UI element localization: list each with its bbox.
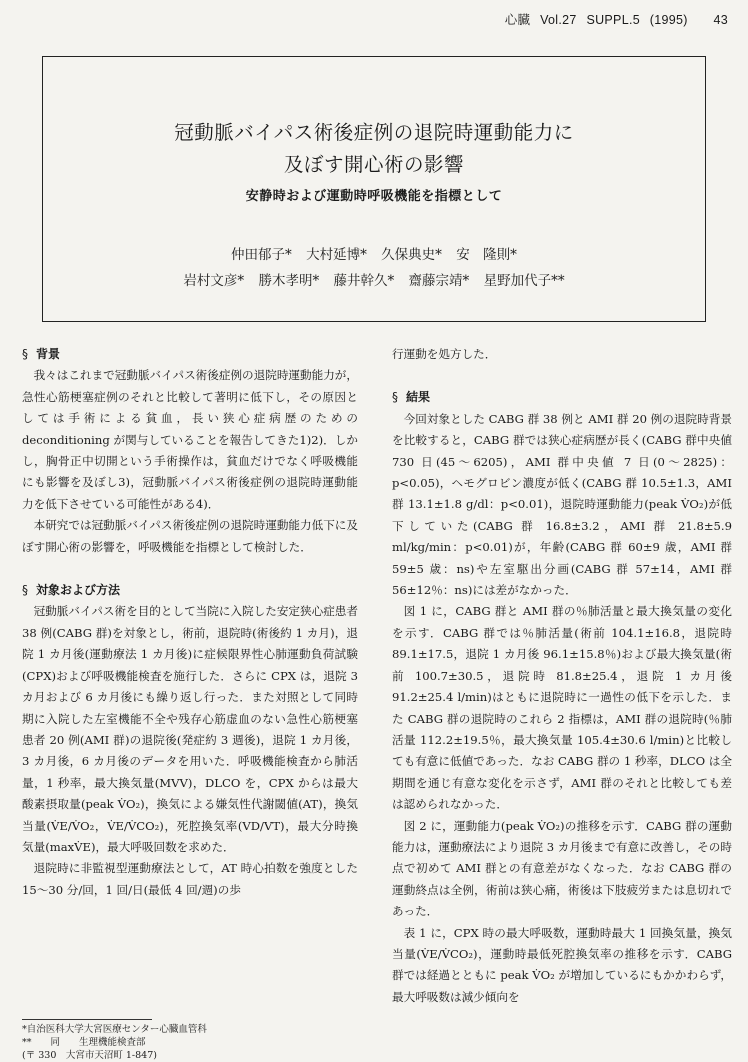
title-line-2: 及ぼす開心術の影響 xyxy=(283,153,464,176)
body-paragraph: 本研究では冠動脈バイパス術後症例の退院時運動能力低下に及ぼす開心術の影響を，呼吸機能を指標として検討した． xyxy=(22,518,358,554)
body-paragraph: 今回対象とした CABG 群 38 例と AMI 群 20 例の退院時背景を比較すると，CABG 群では狭心症病歴が長く(CABG 群中央値 730 日(45〜6205)，AMI 群中央値 7 日(0〜2825)：p<0.05)，ヘモグロビン濃度が低く(CABG 群 10.5±1.3，AMI 群 13.1±1.8 g/dl：p<0.01)，退院時運動能力(peak V̇O₂)が低下していた(CABG 群 16.8±3.2，AMI 群 21.8±5.9 ml/kg/min：p<0.01)が，年齢(CABG 群 60±9 歳，AMI 群 59±5 歳：ns)や左室駆出分画(CABG 群 57±14，AMI 群 56±12％：ns)には差がなかった． xyxy=(392,411,732,598)
section-title: 対象および方法 xyxy=(36,583,121,598)
background-heading xyxy=(22,344,358,365)
section-mark: § xyxy=(22,583,28,598)
section-title: 背景 xyxy=(36,347,61,361)
body-paragraph: 図 1 に，CABG 群と AMI 群の％肺活量と最大換気量の変化を示す．CABG 群では％肺活量(術前 104.1±16.8，退院時 89.1±17.5，退院 1 カ月後 96.1±15.8％)および最大換気量(術前 100.7±30.5，退院時 81.8±25.4，退院 1 カ月後 91.2±25.4 l/min)はともに退院時に一過性の低下を示した．また CABG 群の退院時のこれら 2 指標は，AMI 群の退院時(％肺活量 112.2±19.5％，最大換気量 105.4±30.6 l/min)と比較しても有意に低値であった．なお CABG 群の 1 秒率，DLCO は全期間を通じ有意な変化を示さず，AMI 群のそれと比較しても差は認められなかった． xyxy=(392,604,732,812)
author: 仲田郁子* xyxy=(231,247,292,263)
title-box xyxy=(42,56,706,322)
body-paragraph: 表 1 に，CPX 時の最大呼吸数，運動時最大 1 回換気量，換気当量(V̇E/V̇CO₂)，運動時最低死腔換気率の推移を示す．CABG 群では経過とともに peak V̇O₂ が増加しているにもかかわらず，最大呼吸数は減少傾向を xyxy=(392,925,732,1004)
running-header xyxy=(499,10,728,28)
author-row-2 xyxy=(43,268,705,294)
body-paragraph: 我々はこれまで冠動脈バイパス術後症例の退院時運動能力が，急性心筋梗塞症例のそれと比較して著明に低下し，その原因としては手術による貧血，長い狭心症病歴のための deconditioning が関与していることを報告してきた1)2)．しかし，胸骨正中切開という手術操作は，貧血だけでなく呼吸機能にも影響を及ぼし3)，冠動脈バイパス術後症例の退院時運動能力を低下させている可能性がある4)． xyxy=(22,368,358,511)
journal-supplement: SUPPL.5 xyxy=(586,13,640,27)
author-row-1 xyxy=(43,242,705,268)
author: 岩村文彦* xyxy=(183,273,245,289)
title-line-1: 冠動脈バイパス術後症例の退院時運動能力に xyxy=(174,121,574,144)
author: 久保典史* xyxy=(381,247,442,263)
author: 勝木孝明* xyxy=(258,273,320,289)
author-list xyxy=(43,242,705,294)
author: 齋藤宗靖* xyxy=(408,273,470,289)
author: 安 隆則* xyxy=(456,247,517,263)
subtitle: 安静時および運動時呼吸機能を指標として xyxy=(245,189,503,204)
journal-name: 心臓 xyxy=(504,13,531,27)
affiliation-footnote: *自治医科大学大宮医療センター心臓血管科 xyxy=(22,1024,207,1035)
author: 大村延博* xyxy=(306,247,367,263)
right-column xyxy=(392,344,732,1056)
journal-volume: Vol.27 xyxy=(540,13,577,27)
journal-year: (1995) xyxy=(649,13,688,27)
continued-paragraph: 行運動を処方した． xyxy=(392,347,497,361)
left-column xyxy=(22,344,358,984)
body-paragraph: 退院時に非監視型運動療法として，AT 時心拍数を強度とした 15〜30 分/回，1 回/日(最低 4 回/週)の歩 xyxy=(22,861,358,897)
author: 星野加代子** xyxy=(483,273,565,289)
section-title: 結果 xyxy=(406,390,431,405)
affiliation-footnote: ** 同 生理機能検査部 xyxy=(22,1037,146,1048)
body-paragraph: 冠動脈バイパス術を目的として当院に入院した安定狭心症患者 38 例(CABG 群)を対象とし，術前，退院時(術後約 1 カ月)，退院 1 カ月後(運動療法 1 カ月後)に症候限界性心肺運動負荷試験(CPX)および呼吸機能検査を施行した．さらに CPX は，退院 3 カ月および 6 カ月後にも繰り返し行った．また対照として同時期に入院した左室機能不全や残存心筋虚血のない急性心筋梗塞患者 20 例(AMI 群)の退院後(発症約 3 週後)，退院 1 カ月後，3 カ月後，6 カ月後のデータを用いた．呼吸機能検査から肺活量，1 秒率，最大換気量(MVV)，DLCO を，CPX からは最大酸素摂取量(peak V̇O₂)，換気による嫌気性代謝閾値(AT)，換気当量(V̇E/V̇O₂，V̇E/V̇CO₂)，死腔換気率(VD/VT)，最大分時換気量(maxV̇E)，最大呼吸回数を求めた． xyxy=(22,604,358,854)
address-footnote: (〒 330 大宮市天沼町 1-847) xyxy=(22,1050,157,1061)
section-mark: § xyxy=(392,390,398,405)
footnotes xyxy=(22,1023,358,1062)
author: 藤井幹久* xyxy=(333,273,395,289)
page-number: 43 xyxy=(713,13,728,27)
section-mark: § xyxy=(22,347,28,361)
footnote-divider xyxy=(22,1019,152,1020)
methods-heading xyxy=(22,580,358,601)
body-paragraph: 図 2 に，運動能力(peak V̇O₂)の推移を示す．CABG 群の運動能力は，運動療法により退院 3 カ月後まで有意に改善し，その時点で初めて AMI 群との有意差がなくなった．なお CABG 群の運動終点は全例，術前は狭心痛，術後は下肢疲労または息切れであった． xyxy=(392,818,732,919)
results-heading xyxy=(392,387,732,408)
